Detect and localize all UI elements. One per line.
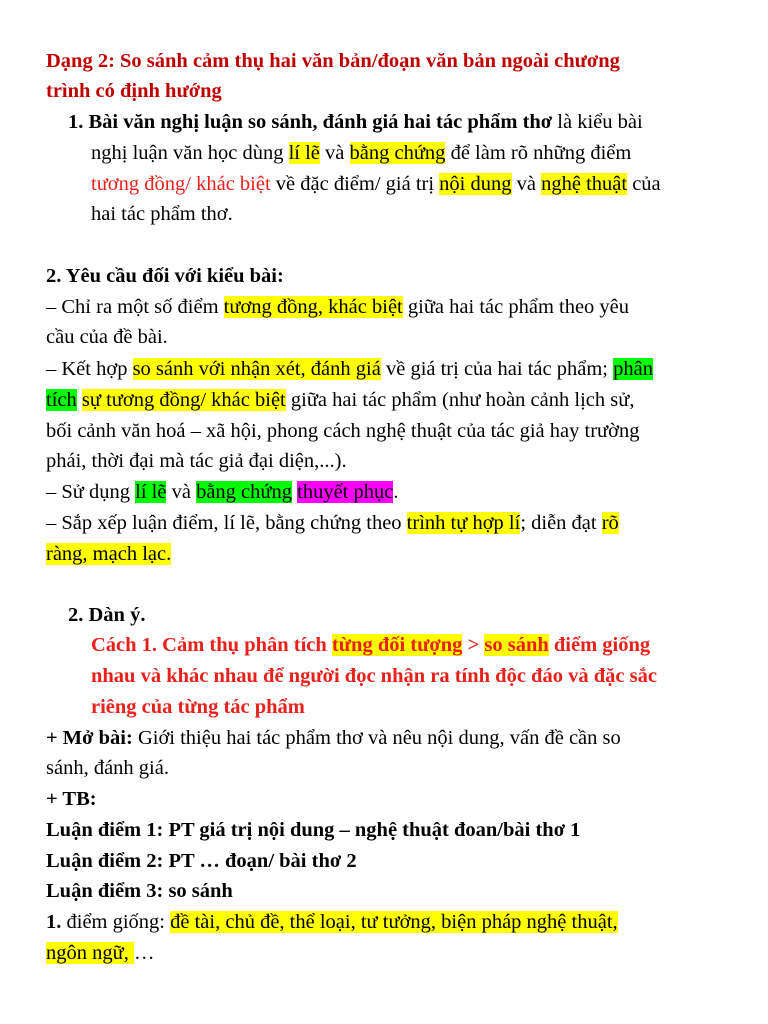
highlight-yellow: rõ (601, 512, 619, 534)
text: về đặc điểm/ giá trị (270, 173, 440, 195)
paragraph-1-line-2 (91, 138, 631, 168)
method-1-line-3: riêng của từng tác phẩm (91, 696, 305, 718)
paragraph-1-line-1 (68, 107, 643, 137)
list-number: 1. (46, 911, 62, 933)
highlight-yellow: nội dung (439, 173, 512, 195)
highlight-green: lí lẽ (135, 481, 167, 503)
text: và (319, 142, 350, 164)
text: giữa hai tác phẩm theo yêu (402, 296, 630, 318)
bullet-3 (46, 477, 398, 507)
similarity-line-1 (46, 907, 618, 937)
paragraph-1-line-3 (91, 169, 661, 199)
intro-line-1 (46, 723, 621, 753)
text: về giá trị của hai tác phẩm; (380, 358, 614, 380)
text: và (511, 173, 542, 195)
outline-heading: 2. Dàn ý. (68, 604, 146, 626)
list-number: 1. (68, 111, 84, 133)
argument-2: Luận điểm 2: PT … đoạn/ bài thơ 2 (46, 850, 357, 872)
highlight-yellow: từng đối tượng (331, 634, 463, 656)
highlight-yellow: trình tự hợp lí (406, 512, 521, 534)
highlight-yellow: tương đồng, khác biệt (223, 296, 403, 318)
text: > (462, 634, 485, 656)
similarity-line-2 (46, 938, 155, 968)
text: Cách 1. Cảm thụ phân tích (91, 634, 332, 656)
bullet-4-line-2 (46, 539, 171, 569)
highlight-green: bằng chứng (196, 481, 292, 503)
bullet-4-line-1 (46, 508, 619, 538)
text: điểm giống (548, 634, 651, 656)
intro-line-2: sánh, đánh giá. (46, 757, 169, 779)
paragraph-1-line-4: hai tác phẩm thơ. (91, 203, 233, 225)
highlight-yellow: sự tương đồng/ khác biệt (81, 389, 286, 411)
argument-1: Luận điểm 1: PT giá trị nội dung – nghệ thuật đoan/bài thơ 1 (46, 819, 581, 841)
highlight-yellow: so sánh (484, 634, 549, 656)
highlight-green: phân (613, 358, 653, 380)
text: của (627, 173, 661, 195)
highlight-yellow: lí lẽ (288, 142, 320, 164)
highlight-yellow: nghệ thuật (541, 173, 628, 195)
section-title-line-1: Dạng 2: So sánh cảm thụ hai văn bản/đoạn văn bản ngoài chương (46, 50, 620, 72)
intro-label: + Mở bài: (46, 727, 133, 749)
argument-3: Luận điểm 3: so sánh (46, 880, 233, 902)
red-text: khác biệt (196, 173, 271, 195)
method-1-line-2: nhau và khác nhau để người đọc nhận ra tính độc đáo và đặc sắc (91, 665, 657, 687)
text: – Sắp xếp luận điểm, lí lẽ, bằng chứng theo (46, 512, 407, 534)
text: và (166, 481, 197, 503)
text: để làm rõ những điểm (445, 142, 632, 164)
text: Giới thiệu hai tác phẩm thơ và nêu nội dung, vấn đề cần so (132, 727, 621, 749)
text: nghị luận văn học dùng (91, 142, 289, 164)
text: giữa hai tác phẩm (như hoàn cảnh lịch sử, (285, 389, 635, 411)
text: ; diễn đạt (520, 512, 602, 534)
highlight-yellow: ràng, mạch lạc. (46, 543, 172, 565)
bullet-2-line-3: bối cảnh văn hoá – xã hội, phong cách nghệ thuật của tác giả hay trường (46, 420, 640, 442)
highlight-yellow: ngôn ngữ, (46, 942, 134, 964)
text: là kiểu bài (552, 111, 643, 133)
section-title-line-2: trình có định hướng (46, 80, 222, 102)
text: điểm giống: (61, 911, 171, 933)
requirements-heading: 2. Yêu cầu đối với kiểu bài: (46, 265, 284, 287)
highlight-yellow: bằng chứng (349, 142, 446, 164)
bullet-1-line-2: cầu của đề bài. (46, 326, 168, 348)
bold-definition: Bài văn nghị luận so sánh, đánh giá hai tác phẩm thơ (88, 111, 553, 133)
text: – Chỉ ra một số điểm (46, 296, 224, 318)
text: – Kết hợp (46, 358, 133, 380)
red-text: tương đồng/ (91, 173, 197, 195)
text: … (134, 942, 155, 964)
bullet-2-line-1 (46, 354, 653, 384)
body-label: + TB: (46, 788, 97, 810)
highlight-green: tích (46, 389, 77, 411)
text: . (393, 481, 399, 503)
bullet-2-line-4: phái, thời đại mà tác giả đại diện,...). (46, 450, 347, 472)
text: – Sử dụng (46, 481, 136, 503)
bullet-2-line-2 (46, 385, 634, 415)
method-1-line-1 (91, 630, 650, 660)
bullet-1-line-1 (46, 292, 629, 322)
highlight-magenta: thuyết phục (297, 481, 394, 503)
highlight-yellow: đề tài, chủ đề, thể loại, tư tưởng, biện pháp nghệ thuật, (170, 911, 618, 933)
highlight-yellow: so sánh với nhận xét, đánh giá (132, 358, 381, 380)
